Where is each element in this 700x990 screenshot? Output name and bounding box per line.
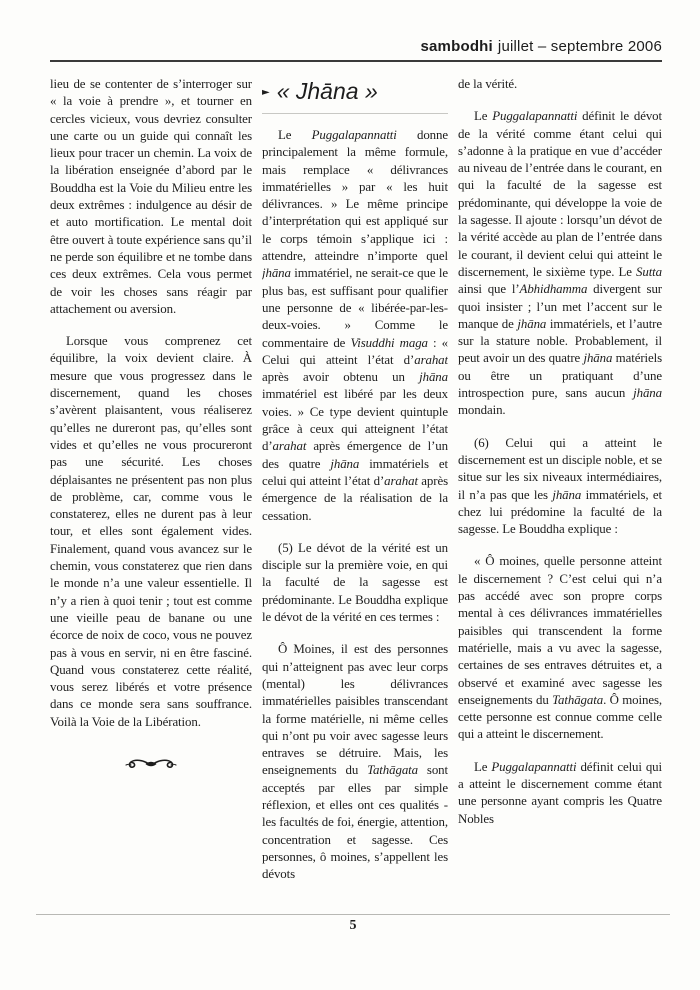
paragraph: Le Puggalapannatti donne principalement la même formule, mais remplace « délivrances immatérielles » par « les huit délivrances. » Le même principe d’interprétation qui est appliqué sur le corps témoin s’applique ici : attendre, atteindre n’importe quel jhāna immatériel, ne serait-ce que le plus bas, est suffisant pour qualifier une personne de « libérée-par-les-deux-voies. » Comme le commentaire de Visuddhi maga : « Celui qui atteint l’état d’arahat après avoir obtenu un jhāna immatériel est libéré par les deux voies. » Ce type devient quintuple grâce à ceux qui atteignent l’état d’arahat après émergence de l’un des quatre jhāna immatériels et celui qui atteint l’état d’arahat après émergence de la réalisation de la cessation.: [262, 128, 448, 523]
paragraph: Le Puggalapannatti définit le dévot de la vérité comme étant celui qui s’adonne à la pratique en vue d’accéder au niveau de l’entrée dans le courant, en qui la faculté de la sagesse est prédominante, qui développe la voie de la sagesse. Il ajoute : lorsqu’un dévot de la vérité accède au plan de l’entrée dans le courant, il devient celui qui atteint le discernement, le sixième type. Le Sutta ainsi que l’Abhidhamma divergent sur quoi insister ; l’un met l’accent sur le manque de jhāna immatériels, et l’autre sur la stature noble. Probablement, il peut avoir un des quatre jhāna matériels ou être un pratiquant d’une introspection pure, sans aucun jhāna mondain.: [458, 109, 662, 418]
paragraph: (6) Celui qui a atteint le discernement est un disciple noble, et se situe sur les six niveaux intermédiaires, il n’a pas que les jhāna immatériels, et chez lui prédomine la faculté de la sagesse. Le Bouddha explique :: [458, 435, 662, 537]
triangle-bullet-icon: ►: [262, 87, 270, 98]
journal-title: sambodhi: [420, 38, 493, 55]
section-heading: [262, 78, 448, 106]
paragraph: de la vérité.: [458, 77, 518, 91]
fleuron-ornament-icon: [50, 757, 252, 776]
text-column-middle: [262, 76, 448, 908]
paragraph: Le Puggalapannatti définit celui qui a atteint le discernement comme étant une personne ayant compris les Quatre Nobles: [458, 759, 662, 826]
journal-issue-date: juillet – septembre 2006: [497, 38, 662, 55]
paragraph: lieu de se contenter de s’interroger sur « la voie à prendre », et tourner en cercles vicieux, vous devriez consulter une carte ou un guide qui connaît les lieux pour tracer un chemin. La voix de la libération enseignée d’abord par le Bouddha est la Voie du Milieu entre les deux extrêmes : indulgence au désir de et auto mortification. Le mental doit être ouvert à toute expérience sans qu’il ne perde son équilibre et ne tombe dans ces deux extrêmes. Cela vous permet de voir les choses sans réagir par attachement ou aversion.: [50, 77, 252, 316]
three-column-text-body: [50, 76, 662, 908]
section-heading-text: « Jhāna »: [276, 78, 378, 104]
page-number: 5: [349, 918, 357, 933]
heading-rule: [262, 113, 448, 114]
paragraph: Lorsque vous comprenez cet équilibre, la voix devient claire. À mesure que vous progressez dans le discernement, quand les choses s’avèrent plaisantent, vous réaliserez qu’elles ne dureront pas, qu’elles sont vides et qu’elles ne vous procureront pas une sécurité. Les choses déplaisantes ne présentent pas non plus de problème, car, comme vous le constaterez, elles ne durent pas à leur tour, et elles sont également vides. Finalement, quand vous avancez sur le chemin, vous constaterez que rien dans le monde n’a une valeur essentielle. Il n’y a rien à quoi tenir ; tout est comme une vieille peau de banane ou une écorce de noix de coco, vous ne pouvez pas à vous en servir, ni en être fasciné. Quand vous constaterez cette réalité, vous serez libérés et votre présence dans ce monde sera sans souffrance. Voilà la Voie de la Libération.: [50, 334, 252, 729]
page-header: [50, 38, 662, 62]
paragraph: Ô Moines, il est des personnes qui n’atteignent pas avec leur corps (mental) les délivrances immatérielles paisibles transcendant la forme matérielle, ni même celles qui n’ont pu voir avec sagesse leurs entraves se détruire. Mais, les enseignements du Tathāgata sont acceptés par elles par simple réflexion, et elles ont ces qualités - les facultés de foi, énergie, attention, concentration et sagesse. Ces personnes, ô moines, s’appellent les dévots: [262, 642, 448, 882]
text-column-right: [458, 76, 662, 908]
page-footer: [36, 914, 670, 934]
paragraph: (5) Le dévot de la vérité est un disciple sur la première voie, en qui la faculté de la sagesse est prédominante. Le Bouddha explique le dévot de la vérité en ces termes :: [262, 540, 448, 625]
text-column-left: [50, 76, 252, 908]
paragraph: « Ô moines, quelle personne atteint le discernement ? C’est celui qui n’a pas accédé avec son propre corps mental à ces délivrances immatérielles paisibles qui transcendent la forme matérielle, mais a vu avec la sagesse, certaines de ses entraves détruites et, a observé et examiné avec sagesse les enseignements du Tathāgata. Ô moines, cette personne est connue comme celle qui a atteint le discernement.: [458, 554, 662, 742]
